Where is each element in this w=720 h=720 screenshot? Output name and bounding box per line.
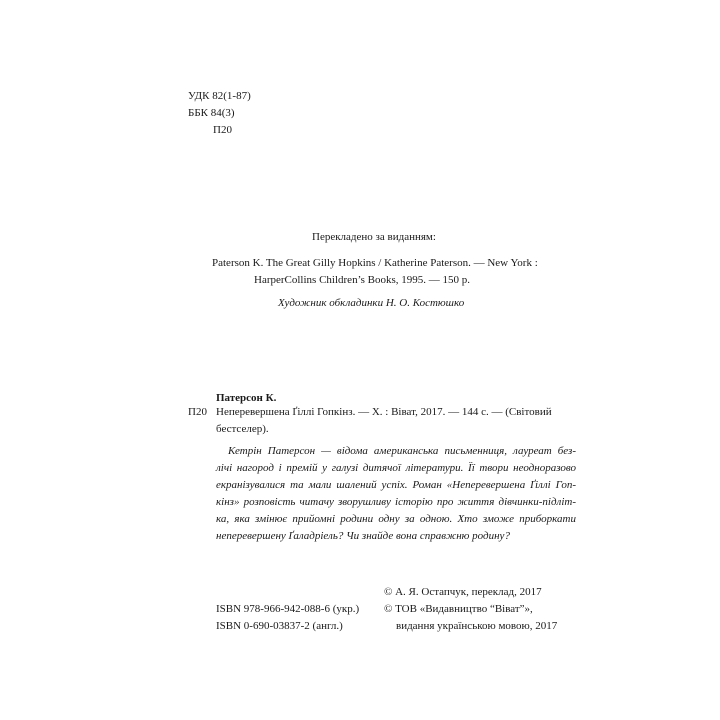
source-edition-line-1: Paterson K. The Great Gilly Hopkins / Katherine Paterson. — New York : xyxy=(212,257,538,269)
bbk-code: ББК 84(3) xyxy=(188,107,235,119)
annotation-line: екранізувалися та мали шалений успіх. Роман «Неперевершена Ґіллі Гоп- xyxy=(216,479,576,491)
copyright-translation: © А. Я. Остапчук, переклад, 2017 xyxy=(384,586,542,598)
translated-from-label: Перекладено за виданням: xyxy=(312,231,436,243)
cover-artist xyxy=(278,295,464,312)
annotation-line: ка, яка змінює прийомні родини одну за одною. Хто зможе приборкати xyxy=(216,513,576,525)
annotation-line: кінз» розповість читачу зворушливу історію про життя дівчинки-підліт- xyxy=(216,496,576,508)
cover-artist-label: Художник обкладинки xyxy=(278,297,384,309)
bibliographic-record xyxy=(216,404,552,438)
isbn-block xyxy=(216,601,359,635)
record-line-1: Неперевершена Ґіллі Гопкінз. — Х. : Віват, 2017. — 144 с. — (Світовий xyxy=(216,406,552,418)
annotation xyxy=(216,443,576,545)
annotation-line: лічі нагород і премій у галузі дитячої літератури. Її твори неодноразово xyxy=(216,462,576,474)
copyright-publisher: © ТОВ «Видавництво “Віват”», xyxy=(384,603,533,615)
classification-block xyxy=(188,88,251,139)
copyright-block xyxy=(384,584,557,635)
source-edition xyxy=(212,255,552,289)
isbn-ukrainian: ISBN 978-966-942-088-6 (укр.) xyxy=(216,603,360,615)
udk-code: УДК 82(1-87) xyxy=(188,90,251,102)
record-code: П20 xyxy=(188,406,207,418)
copyright-edition: видання українською мовою, 2017 xyxy=(396,620,558,632)
annotation-line: неперевершену Ґаладріель? Чи знайде вона справжню родину? xyxy=(216,530,510,542)
record-author: Патерсон К. xyxy=(216,392,277,404)
cover-artist-name: Н. О. Костюшко xyxy=(385,297,465,309)
annotation-line: Кетрін Патерсон — відома американська письменниця, лауреат без- xyxy=(228,445,576,457)
record-line-2: бестселер). xyxy=(216,423,269,435)
author-sign-code: П20 xyxy=(213,124,232,136)
source-edition-line-2: HarperCollins Children’s Books, 1995. — 150 p. xyxy=(254,274,471,286)
isbn-english: ISBN 0-690-03837-2 (англ.) xyxy=(216,620,343,632)
